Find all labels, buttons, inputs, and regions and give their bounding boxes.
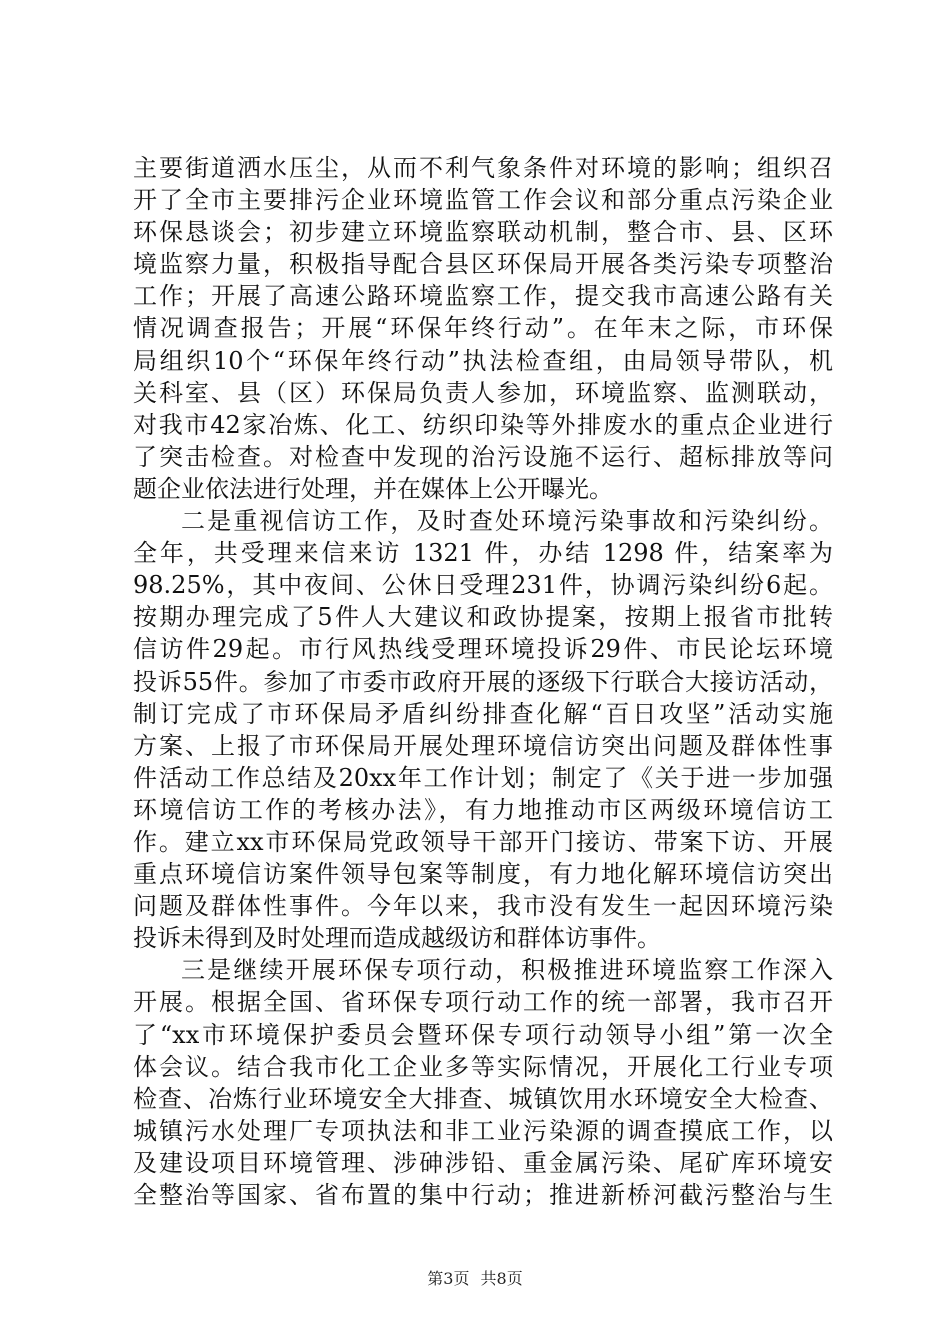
text-line: 全年，共受理来信来访 1321 件，办结 1298 件，结案率为 [133,539,833,568]
text-line: 题企业依法进行处理，并在媒体上公开曝光。 [133,474,613,503]
text-line: 了突击检查。对检查中发现的治污设施不运行、超标排放等问 [133,442,833,471]
text-line: 主要街道洒水压尘，从而不利气象条件对环境的影响；组织召 [133,154,833,182]
text-line: 件活动工作总结及20xx年工作计划；制定了《关于进一步加强 [133,763,833,792]
text-line: 投诉55件。参加了市委市政府开展的逐级下行联合大接访活动， [133,667,833,696]
page-footer [0,1266,950,1289]
text-line: 制订完成了市环保局矛盾纠纷排查化解“百日攻坚”活动实施 [133,699,833,728]
text-line: 信访件29起。市行风热线受理环境投诉29件、市民论坛环境 [133,635,833,664]
text-line: 及建设项目环境管理、涉砷涉铅、重金属污染、尾矿库环境安 [133,1148,833,1177]
text-line: 作。建立xx市环保局党政领导干部开门接访、带案下访、开展 [133,827,833,856]
text-line: 了“xx市环境保护委员会暨环保专项行动领导小组”第一次全 [133,1020,833,1049]
text-line: 重点环境信访案件领导包案等制度，有力地化解环境信访突出 [133,860,833,889]
text-line: 开展。根据全国、省环保专项行动工作的统一部署，我市召开 [133,988,833,1017]
text-line: 方案、上报了市环保局开展处理环境信访突出问题及群体性事 [133,731,833,760]
text-line: 按期办理完成了5件人大建议和政协提案，按期上报省市批转 [133,603,833,632]
text-line: 检查、冶炼行业环境安全大排查、城镇饮用水环境安全大检查、 [133,1084,833,1113]
text-line: 关科室、县（区）环保局负责人参加，环境监察、监测联动， [133,378,833,407]
text-line: 对我市42家冶炼、化工、纺织印染等外排废水的重点企业进行 [133,410,833,439]
document-body [133,152,833,1211]
text-line: 境监察力量，积极指导配合县区环保局开展各类污染专项整治 [133,250,833,279]
page-total: 共8页 [480,1269,523,1288]
text-line: 全整治等国家、省布置的集中行动；推进新桥河截污整治与生 [133,1181,833,1209]
text-line: 环保恳谈会；初步建立环境监察联动机制，整合市、县、区环 [133,218,833,247]
text-line: 环境信访工作的考核办法》，有力地推动市区两级环境信访工 [133,795,833,824]
text-line: 投诉未得到及时处理而造成越级访和群体访事件。 [133,924,661,953]
text-line: 体会议。结合我市化工企业多等实际情况，开展化工行业专项 [133,1052,833,1081]
text-line: 工作；开展了高速公路环境监察工作，提交我市高速公路有关 [133,282,833,311]
text-line: 开了全市主要排污企业环境监管工作会议和部分重点污染企业 [133,186,833,215]
text-line: 98.25%，其中夜间、公休日受理231件，协调污染纠纷6起。 [133,571,833,600]
text-line: 情况调查报告；开展“环保年终行动”。在年末之际，市环保 [133,314,833,343]
text-line: 二是重视信访工作，及时查处环境污染事故和污染纠纷。 [181,507,833,536]
text-line: 城镇污水处理厂专项执法和非工业污染源的调查摸底工作，以 [133,1116,833,1145]
text-line: 问题及群体性事件。今年以来，我市没有发生一起因环境污染 [133,892,833,921]
text-line: 局组织10个“环保年终行动”执法检查组，由局领导带队，机 [133,346,833,375]
text-line: 三是继续开展环保专项行动，积极推进环境监察工作深入 [181,956,833,985]
page-number: 第3页 [427,1269,470,1288]
